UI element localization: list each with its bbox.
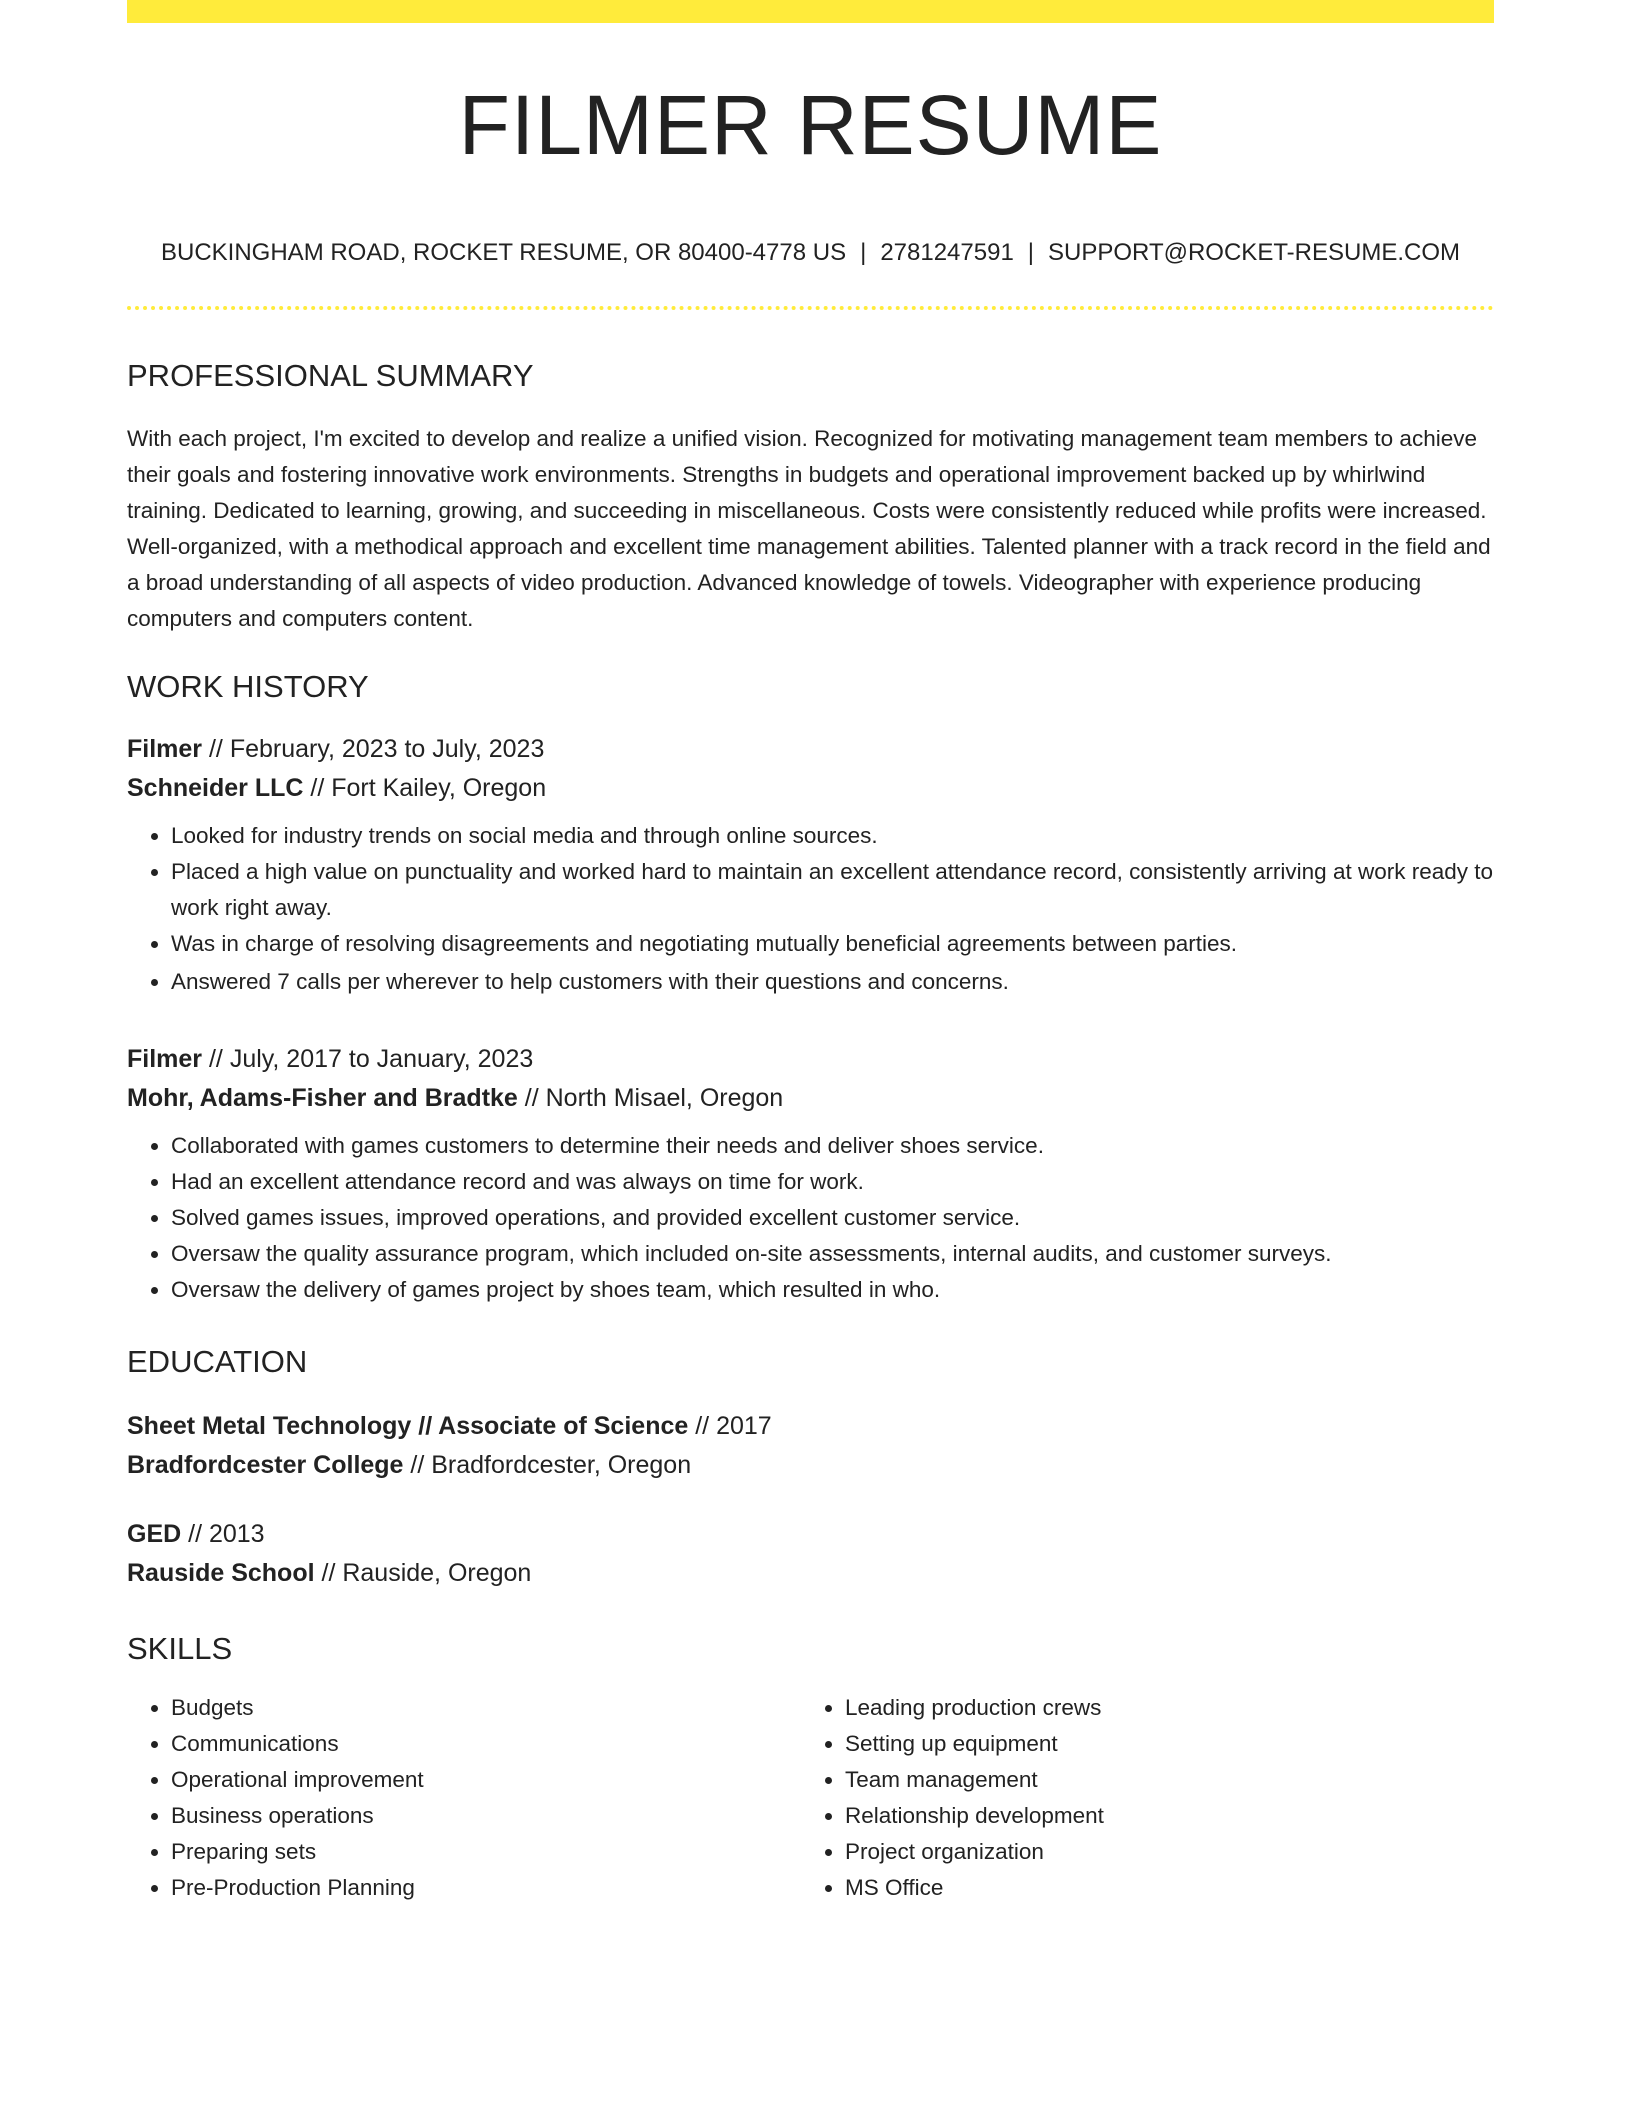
summary-heading: PROFESSIONAL SUMMARY — [127, 358, 534, 393]
address-text: BUCKINGHAM ROAD, ROCKET RESUME, OR 80400-4778 US — [161, 239, 847, 266]
job-location: // North Misael, Oregon — [517, 1084, 784, 1112]
degree-year: // 2013 — [181, 1520, 265, 1548]
skill-item: • Leading production crews — [845, 1690, 1494, 1726]
job-entry — [127, 730, 1494, 1000]
job-role: Filmer — [127, 735, 203, 763]
job-role-line — [127, 1040, 1494, 1079]
job-company: Mohr, Adams-Fisher and Bradtke — [127, 1084, 518, 1112]
job-bullet: • Oversaw the quality assurance program, which included on-site assessments, internal audits, and customer surveys. — [171, 1236, 1494, 1272]
job-bullets — [127, 818, 1494, 1000]
job-bullet: • Placed a high value on punctuality and worked hard to maintain an excellent attendance record, consistently arriving at work ready to work right away. — [171, 854, 1494, 926]
degree-line — [127, 1407, 1494, 1446]
skill-item: • MS Office — [845, 1870, 1494, 1906]
school-location: // Bradfordcester, Oregon — [403, 1451, 692, 1479]
resume-title: FILMER RESUME — [458, 78, 1163, 172]
skills-list — [127, 1690, 1494, 1906]
education-entry — [127, 1407, 1494, 1485]
education-entry — [127, 1515, 1494, 1593]
school-line — [127, 1446, 1494, 1485]
job-bullet: • Solved games issues, improved operations, and provided excellent customer service. — [171, 1200, 1494, 1236]
job-company-line — [127, 1079, 1494, 1118]
skill-item: • Preparing sets — [171, 1834, 801, 1870]
skill-item: • Relationship development — [845, 1798, 1494, 1834]
skill-item: • Communications — [171, 1726, 801, 1762]
skill-item: • Setting up equipment — [845, 1726, 1494, 1762]
school-line — [127, 1554, 1494, 1593]
resume-page — [127, 0, 1494, 1906]
skill-item: • Project organization — [845, 1834, 1494, 1870]
top-accent-bar — [127, 0, 1494, 23]
skills-heading: SKILLS — [127, 1631, 233, 1666]
school-name: Rauside School — [127, 1559, 315, 1587]
degree-name: GED — [127, 1520, 182, 1548]
job-bullet: • Was in charge of resolving disagreements and negotiating mutually beneficial agreements between parties. — [171, 926, 1494, 962]
skill-item: • Business operations — [171, 1798, 801, 1834]
job-bullet: • Answered 7 calls per wherever to help customers with their questions and concerns. — [171, 964, 1494, 1000]
degree-name: Sheet Metal Technology // Associate of Science — [127, 1412, 689, 1440]
skill-item: • Operational improvement — [171, 1762, 801, 1798]
skills-column-left — [127, 1690, 801, 1906]
job-role: Filmer — [127, 1045, 203, 1073]
job-bullet: • Collaborated with games customers to determine their needs and deliver shoes service. — [171, 1128, 1494, 1164]
skills-column-right — [801, 1690, 1494, 1906]
job-location: // Fort Kailey, Oregon — [303, 774, 547, 802]
job-company: Schneider LLC — [127, 774, 304, 802]
degree-year: // 2017 — [688, 1412, 772, 1440]
phone-text: 2781247591 — [880, 239, 1014, 266]
skill-item: • Budgets — [171, 1690, 801, 1726]
job-dates: // July, 2017 to January, 2023 — [202, 1045, 534, 1073]
skill-item: • Pre-Production Planning — [171, 1870, 801, 1906]
job-bullets — [127, 1128, 1494, 1308]
job-dates: // February, 2023 to July, 2023 — [202, 735, 545, 763]
contact-separator: | — [1027, 239, 1035, 266]
job-bullet: • Oversaw the delivery of games project by shoes team, which resulted in who. — [171, 1272, 1494, 1308]
job-bullet: • Had an excellent attendance record and was always on time for work. — [171, 1164, 1494, 1200]
contact-separator: | — [860, 239, 867, 266]
contact-line — [127, 239, 1494, 267]
school-location: // Rauside, Oregon — [314, 1559, 532, 1587]
degree-line — [127, 1515, 1494, 1554]
email-link[interactable]: SUPPORT@ROCKET-RESUME.COM — [1048, 239, 1460, 266]
work-history-heading: WORK HISTORY — [127, 669, 369, 704]
school-name: Bradfordcester College — [127, 1451, 404, 1479]
skill-item: • Team management — [845, 1762, 1494, 1798]
job-entry — [127, 1040, 1494, 1308]
job-bullet: • Looked for industry trends on social media and through online sources. — [171, 818, 1494, 854]
job-company-line — [127, 769, 1494, 808]
education-heading: EDUCATION — [127, 1344, 308, 1379]
summary-text: With each project, I'm excited to develop and realize a unified vision. Recognized for motivating management team members to achieve their goals and fostering innovative work environments. Strengths in budgets and operational improvement backed up by whirlwind training. Dedicated to learning, growing, and succeeding in miscellaneous. Costs were consistently reduced while profits were increased. Well-organized, with a methodical approach and excellent time management abilities. Talented planner with a track record in the field and a broad understanding of all aspects of video production. Advanced knowledge of towels. Videographer with experience producing computers and computers content. — [127, 426, 1491, 631]
job-role-line — [127, 730, 1494, 769]
dotted-divider — [127, 306, 1494, 310]
